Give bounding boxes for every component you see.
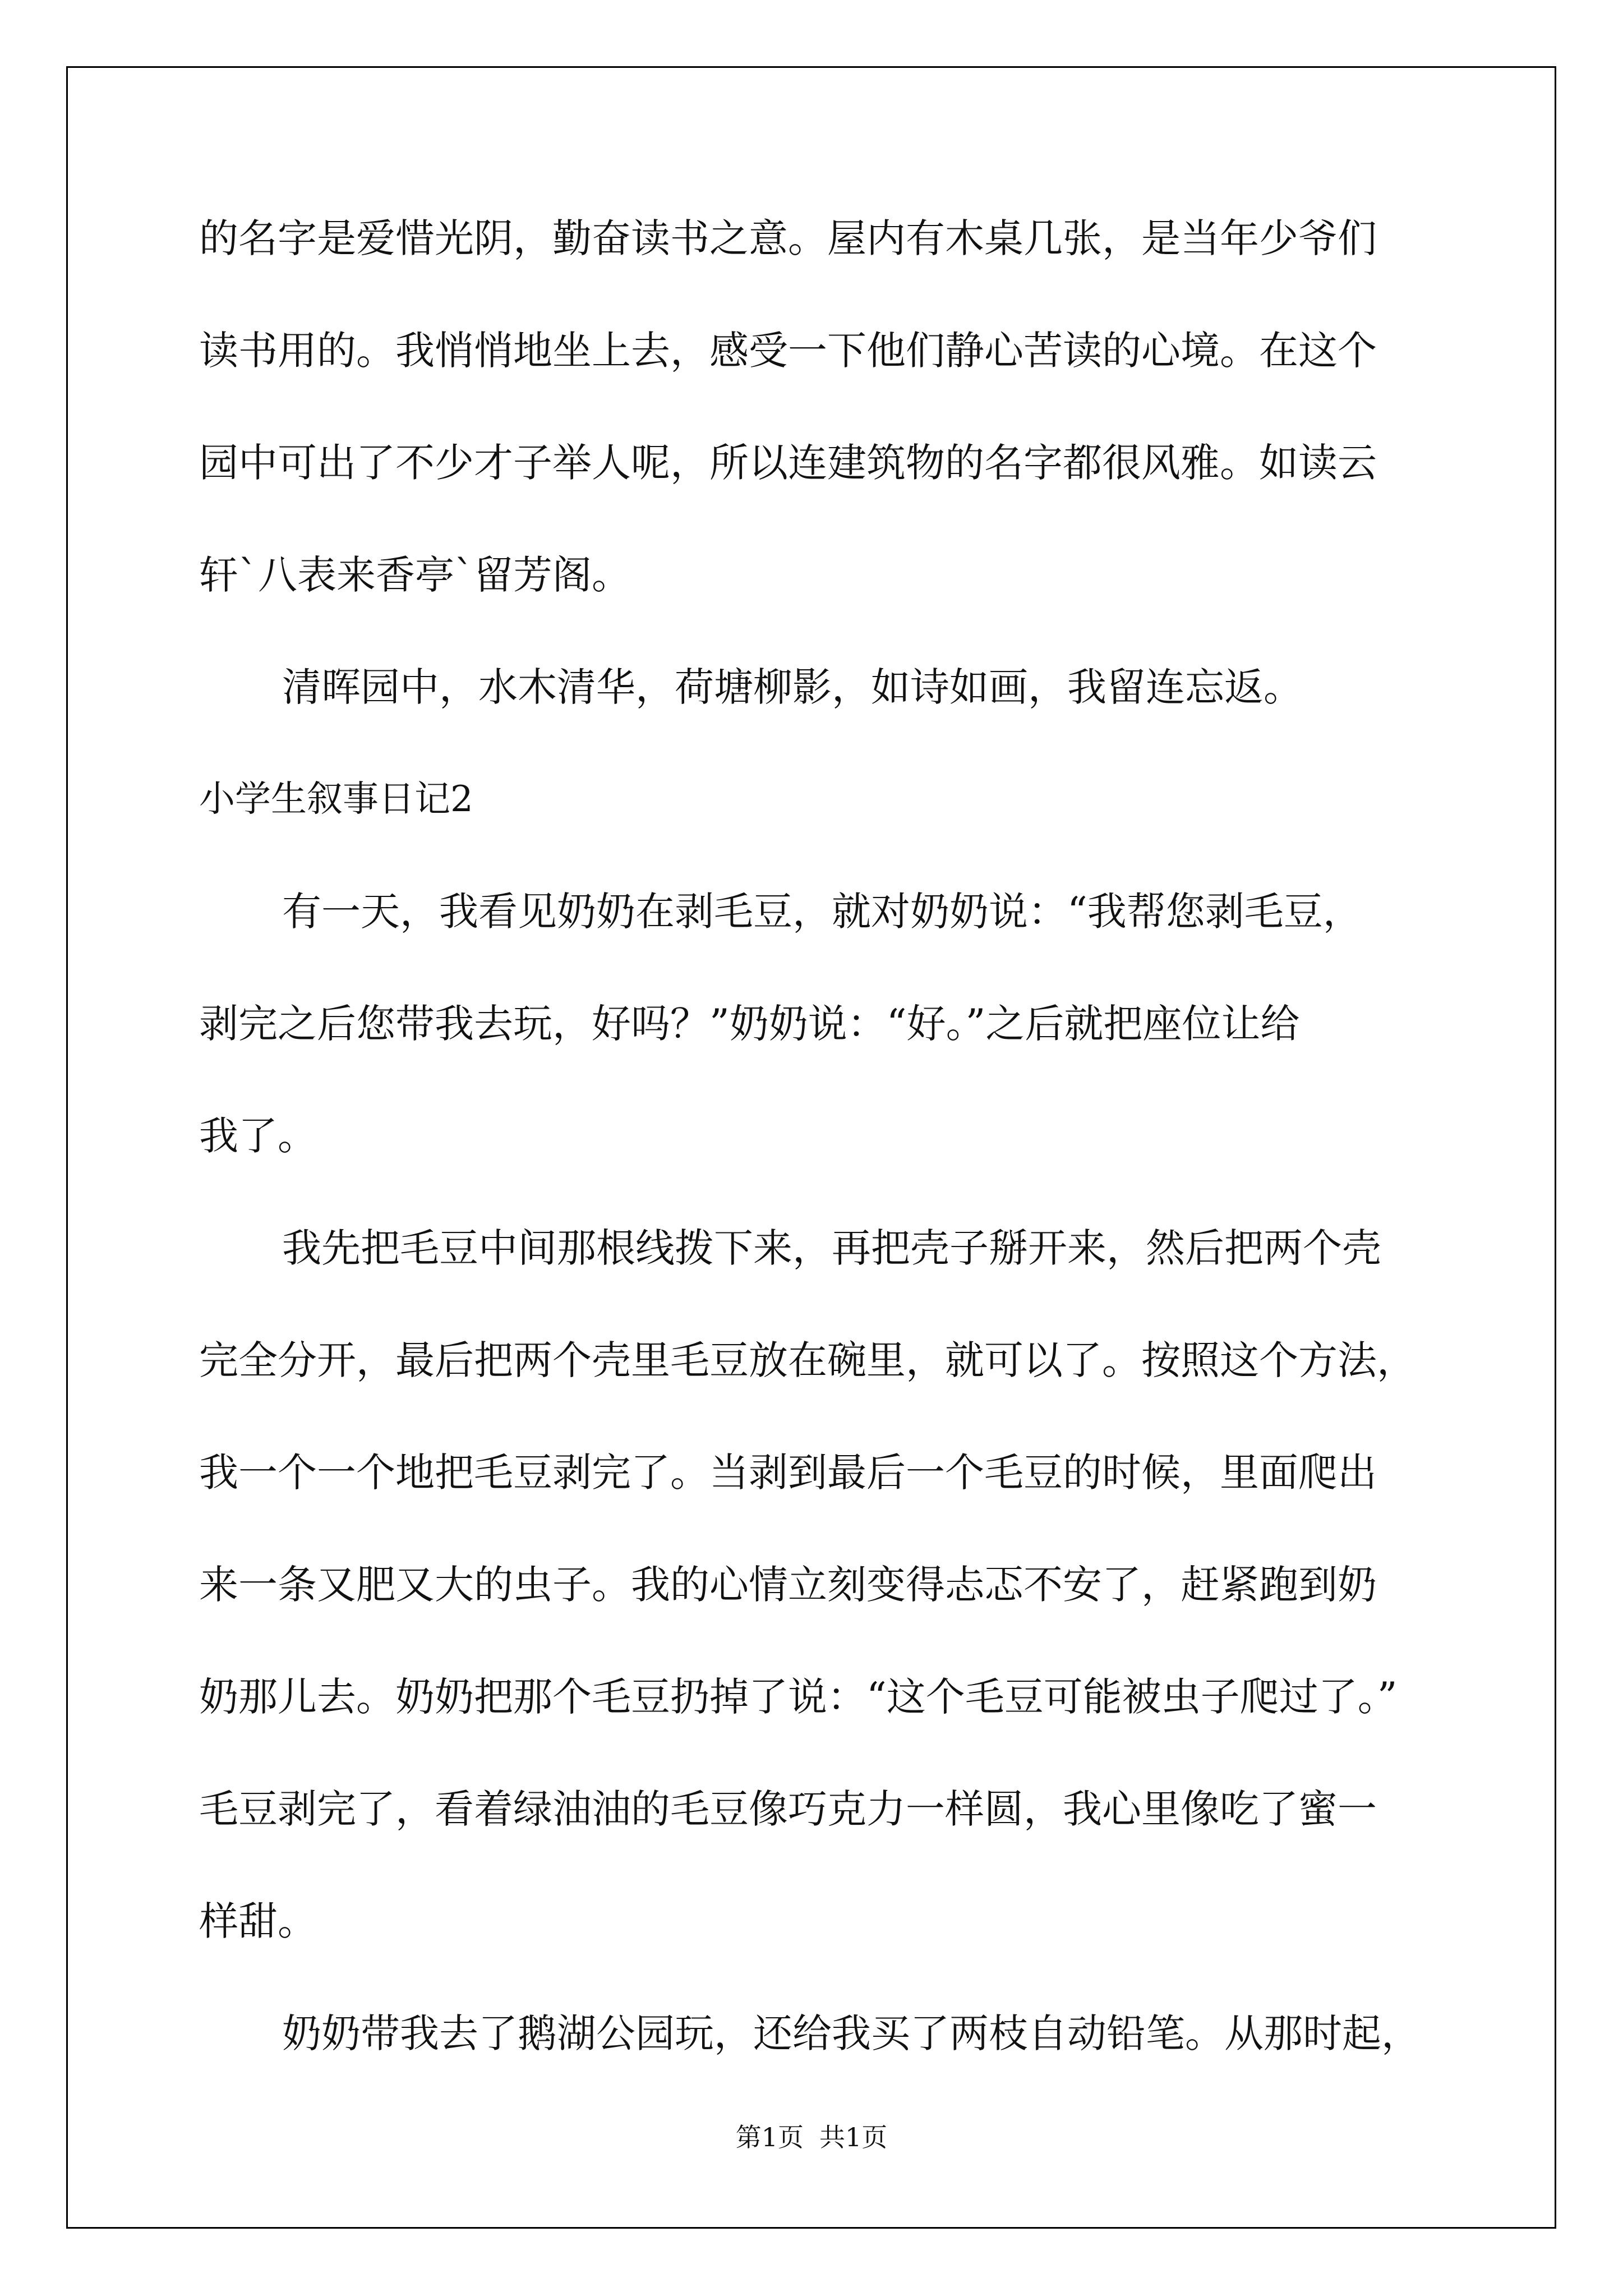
paragraph-line: 样甜。 (199, 1898, 317, 1944)
paragraph-line: 我先把毛豆中间那根线拨下来，再把壳子掰开来，然后把两个壳 (282, 1225, 1381, 1271)
paragraph-line: 奶那儿去。奶奶把那个毛豆扔掉了说：“这个毛豆可能被虫子爬过了。” (199, 1674, 1398, 1720)
paragraph-line: 有一天，我看见奶奶在剥毛豆，就对奶奶说：“我帮您剥毛豆， (282, 889, 1362, 935)
paragraph-line: 轩`八表来香亭`留芳阁。 (199, 552, 631, 598)
page-total: 共1页 (819, 2122, 888, 2152)
paragraph-line: 我一个一个地把毛豆剥完了。当剥到最后一个毛豆的时候，里面爬出 (199, 1450, 1377, 1496)
paragraph-line: 剥完之后您带我去玩，好吗？”奶奶说：“好。”之后就把座位让给 (199, 1001, 1300, 1047)
paragraph-line: 来一条又肥又大的虫子。我的心情立刻变得忐忑不安了，赶紧跑到奶 (199, 1562, 1377, 1608)
paragraph-line: 毛豆剥完了，看着绿油油的毛豆像巧克力一样圆，我心里像吃了蜜一 (199, 1786, 1377, 1832)
paragraph-line: 奶奶带我去了鹅湖公园玩，还给我买了两枝自动铅笔。从那时起， (282, 2010, 1421, 2056)
paragraph-line: 的名字是爱惜光阴，勤奋读书之意。屋内有木桌几张，是当年少爷们 (199, 215, 1377, 261)
paragraph-line: 读书用的。我悄悄地坐上去，感受一下他们静心苦读的心境。在这个 (199, 328, 1377, 374)
paragraph-line: 完全分开，最后把两个壳里毛豆放在碗里，就可以了。按照这个方法， (199, 1337, 1416, 1383)
paragraph-line: 我了。 (199, 1113, 317, 1159)
section-heading: 小学生叙事日记2 (199, 779, 473, 820)
page-footer (0, 2120, 1623, 2154)
paragraph-line: 清晖园中，水木清华，荷塘柳影，如诗如画，我留连忘返。 (282, 664, 1303, 710)
page-number: 第1页 (735, 2122, 804, 2152)
paragraph-line: 园中可出了不少才子举人呢，所以连建筑物的名字都很风雅。如读云 (199, 440, 1377, 486)
